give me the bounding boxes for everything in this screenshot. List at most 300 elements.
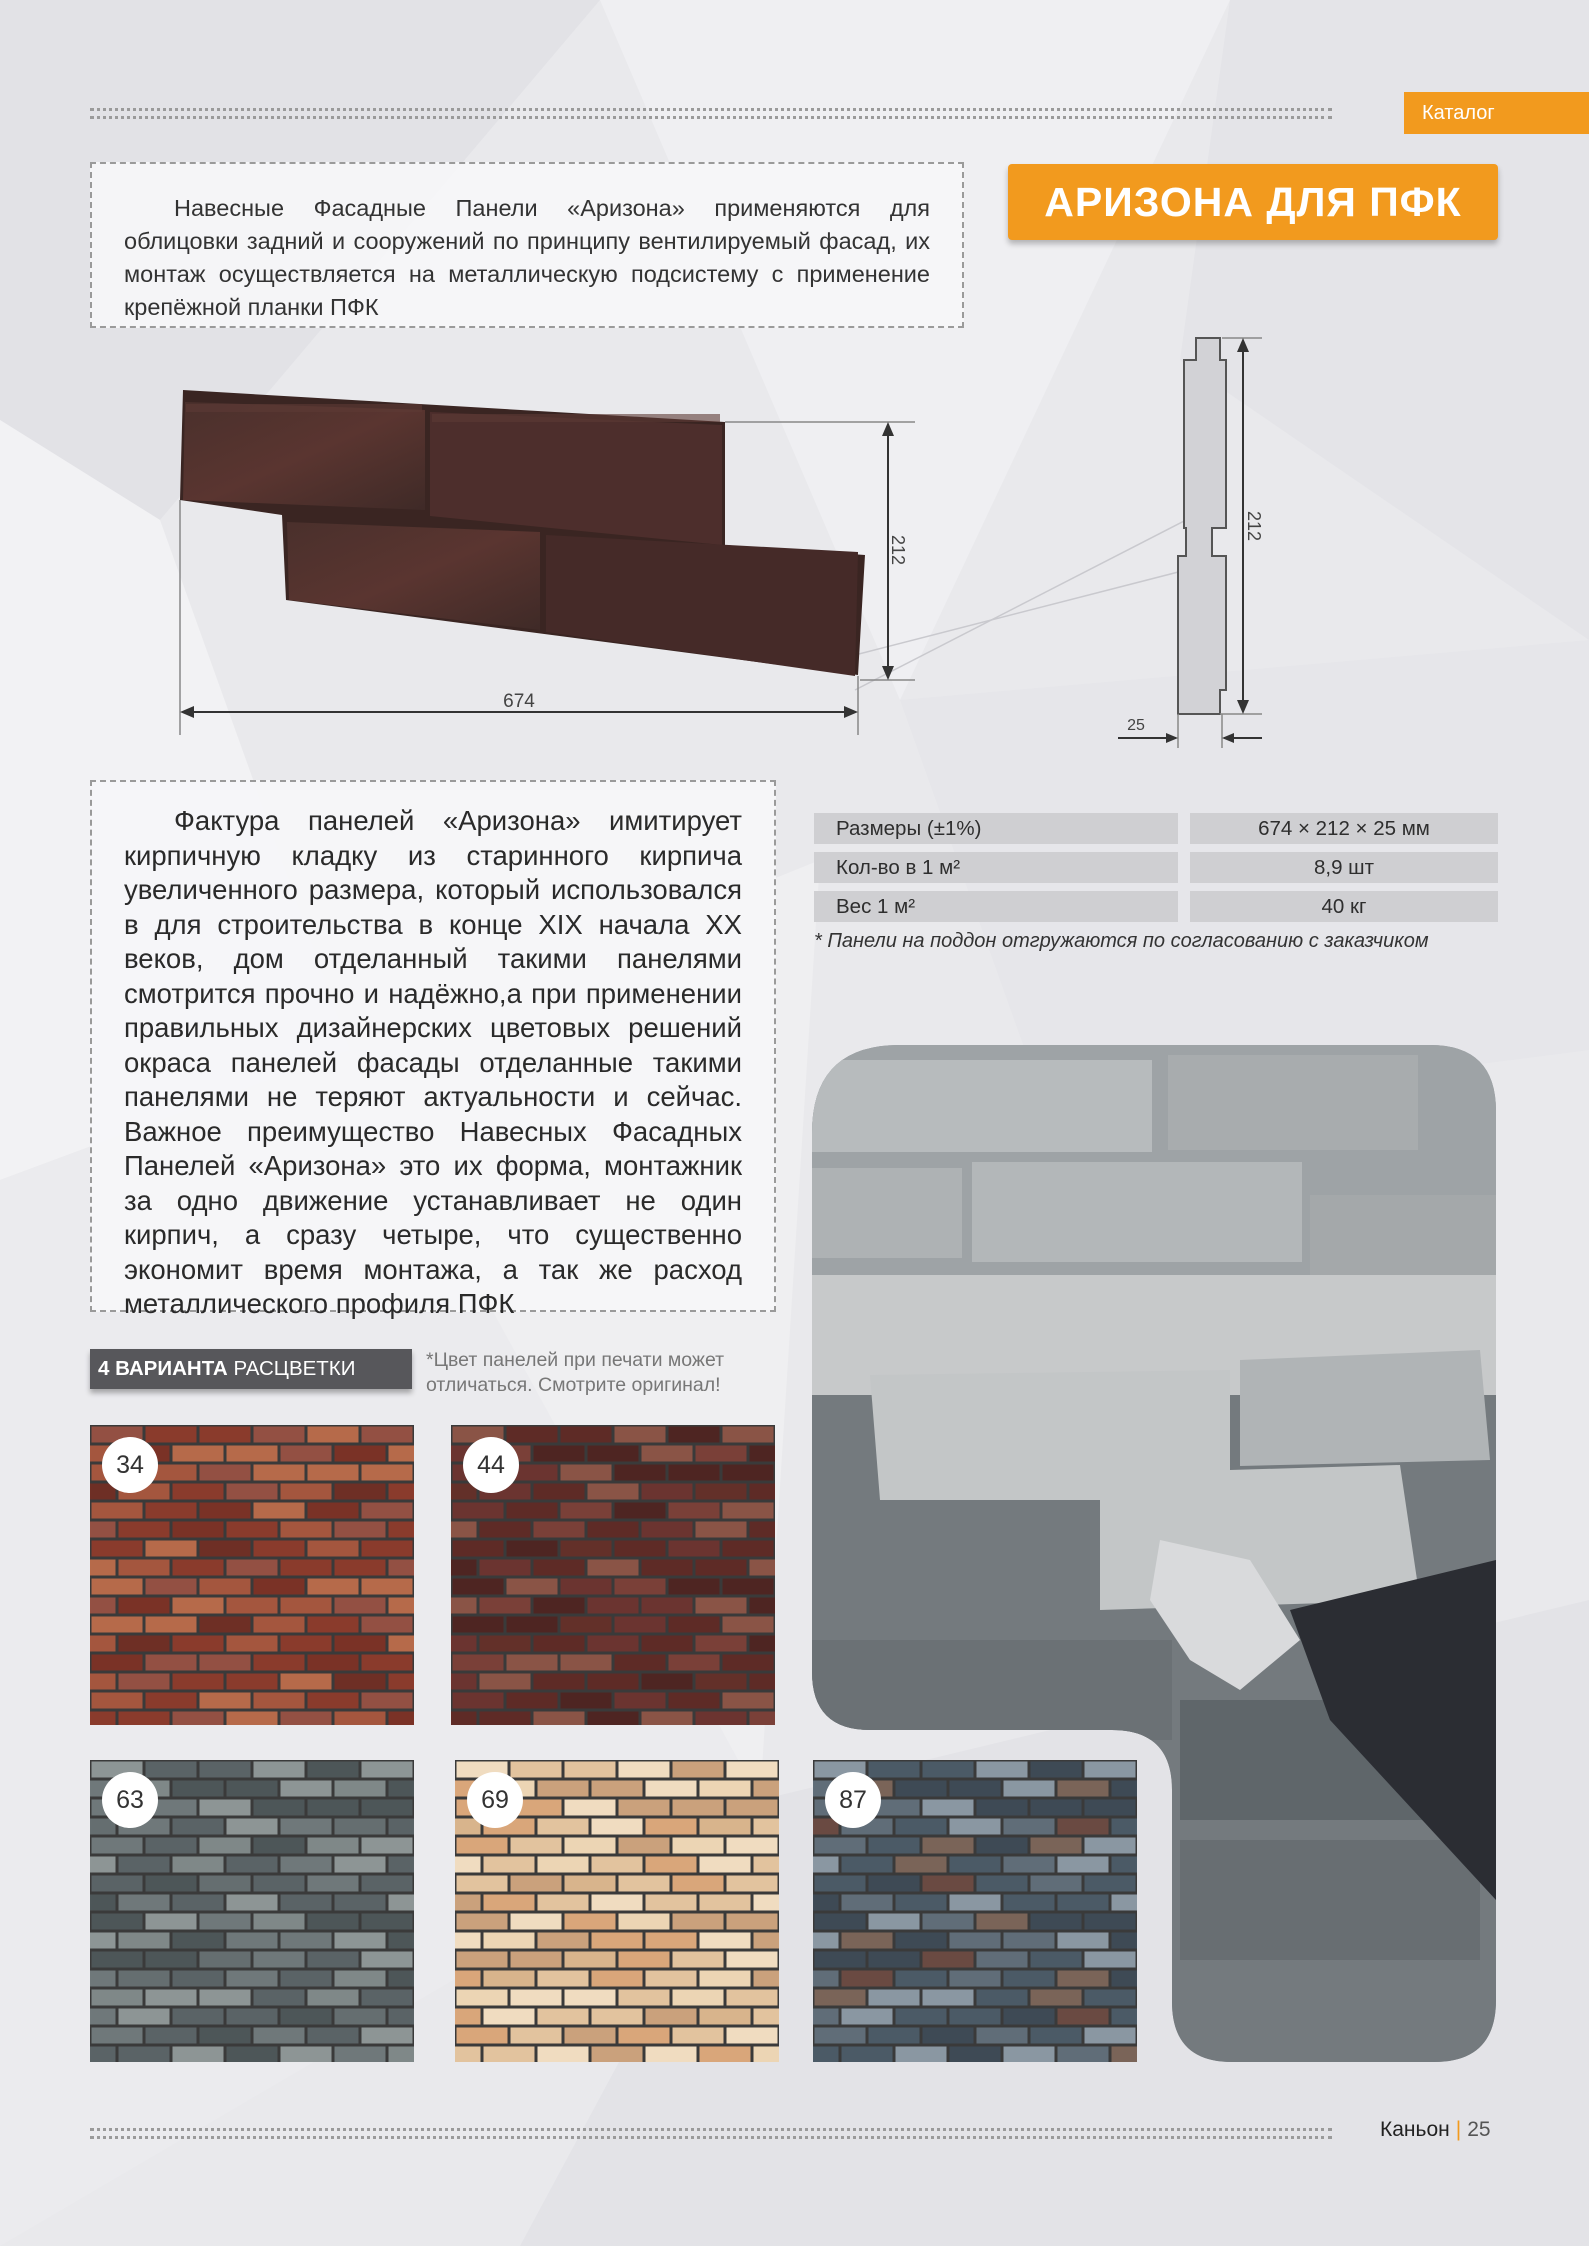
brick bbox=[700, 1857, 751, 1873]
brick bbox=[281, 1598, 332, 1614]
brick bbox=[92, 1914, 143, 1930]
brick bbox=[92, 1579, 143, 1595]
brick bbox=[588, 1598, 639, 1614]
brick bbox=[281, 1522, 332, 1538]
brick bbox=[669, 1617, 720, 1633]
variants-label-bold: 4 ВАРИАНТА bbox=[98, 1357, 228, 1380]
brick bbox=[950, 1895, 1001, 1911]
brick bbox=[362, 1800, 413, 1816]
brick bbox=[534, 1674, 585, 1690]
brick bbox=[200, 1541, 251, 1557]
brick bbox=[1004, 1781, 1055, 1797]
swatch-69 bbox=[455, 1760, 779, 2062]
brick bbox=[119, 1522, 170, 1538]
brick bbox=[950, 1781, 1001, 1797]
brick bbox=[455, 2047, 481, 2063]
brick bbox=[561, 1617, 612, 1633]
brick bbox=[561, 1579, 612, 1595]
brick bbox=[362, 1465, 413, 1481]
brick bbox=[389, 1895, 415, 1911]
brick bbox=[669, 1579, 720, 1595]
brick bbox=[511, 1990, 562, 2006]
brick bbox=[923, 1914, 974, 1930]
brick bbox=[173, 1560, 224, 1576]
brick bbox=[90, 1712, 116, 1726]
brick bbox=[173, 1598, 224, 1614]
brick bbox=[119, 1895, 170, 1911]
brick bbox=[750, 1484, 776, 1500]
brick bbox=[281, 1636, 332, 1652]
brick bbox=[507, 1503, 558, 1519]
brick bbox=[254, 1693, 305, 1709]
brick bbox=[1004, 1933, 1055, 1949]
swatch-34 bbox=[90, 1425, 414, 1725]
brick bbox=[335, 1560, 386, 1576]
brick bbox=[565, 1838, 616, 1854]
brick bbox=[389, 1598, 415, 1614]
spec-note: * Панели на поддон отгружаются по согласованию с заказчиком bbox=[814, 930, 1429, 952]
brick bbox=[977, 1800, 1028, 1816]
brick bbox=[281, 1971, 332, 1987]
brick bbox=[1004, 2047, 1055, 2063]
brick bbox=[335, 1446, 386, 1462]
brick bbox=[673, 1914, 724, 1930]
brick bbox=[538, 2047, 589, 2063]
brick bbox=[455, 2009, 481, 2025]
brick bbox=[308, 1762, 359, 1778]
brick bbox=[90, 1560, 116, 1576]
brick bbox=[335, 1933, 386, 1949]
brick bbox=[1058, 1971, 1109, 1987]
brick bbox=[308, 1617, 359, 1633]
brick bbox=[389, 1674, 415, 1690]
brick bbox=[646, 1933, 697, 1949]
brick bbox=[842, 2047, 893, 2063]
brick bbox=[588, 1446, 639, 1462]
brick bbox=[700, 1781, 751, 1797]
brick bbox=[723, 1693, 774, 1709]
brick bbox=[538, 1971, 589, 1987]
footer-rule bbox=[90, 2128, 1332, 2131]
brick bbox=[723, 1427, 774, 1443]
brick bbox=[815, 1914, 866, 1930]
brick bbox=[227, 1560, 278, 1576]
brick bbox=[200, 1800, 251, 1816]
brick bbox=[896, 2009, 947, 2025]
brick bbox=[119, 1560, 170, 1576]
brick bbox=[227, 1781, 278, 1797]
brick bbox=[592, 1781, 643, 1797]
brick bbox=[1112, 1933, 1138, 1949]
brick bbox=[254, 1617, 305, 1633]
brick bbox=[227, 2047, 278, 2063]
brick bbox=[1058, 1857, 1109, 1873]
brick bbox=[146, 1990, 197, 2006]
brick bbox=[146, 1876, 197, 1892]
brick bbox=[842, 1971, 893, 1987]
brick bbox=[455, 1857, 481, 1873]
brick bbox=[565, 1762, 616, 1778]
brick bbox=[511, 1762, 562, 1778]
brick bbox=[923, 1762, 974, 1778]
brick bbox=[950, 1819, 1001, 1835]
wall-brick bbox=[812, 1060, 1152, 1152]
brick bbox=[1031, 1800, 1082, 1816]
brick bbox=[538, 1781, 589, 1797]
brick bbox=[480, 1598, 531, 1614]
brick bbox=[92, 1541, 143, 1557]
brick bbox=[615, 1655, 666, 1671]
page-number: 25 bbox=[1467, 2118, 1491, 2141]
page-title: АРИЗОНА ДЛЯ ПФК bbox=[1008, 164, 1498, 240]
variants-label-rest: РАСЦВЕТКИ bbox=[227, 1357, 356, 1380]
brick bbox=[673, 1762, 724, 1778]
swatch-44 bbox=[451, 1425, 775, 1725]
brick bbox=[254, 1800, 305, 1816]
brick bbox=[308, 1655, 359, 1671]
brick bbox=[950, 2009, 1001, 2025]
brick bbox=[90, 1933, 116, 1949]
brick bbox=[1112, 2009, 1138, 2025]
brick bbox=[281, 1560, 332, 1576]
brick bbox=[615, 1579, 666, 1595]
brick bbox=[815, 2028, 866, 2044]
brick bbox=[619, 1838, 670, 1854]
brick bbox=[92, 1990, 143, 2006]
brick bbox=[335, 1712, 386, 1726]
brick bbox=[92, 2028, 143, 2044]
brick bbox=[723, 1503, 774, 1519]
brick bbox=[281, 1712, 332, 1726]
brick bbox=[896, 1819, 947, 1835]
brick bbox=[451, 1712, 477, 1726]
brick bbox=[1112, 1781, 1138, 1797]
brick bbox=[869, 1990, 920, 2006]
brick bbox=[90, 1674, 116, 1690]
brick bbox=[90, 1857, 116, 1873]
brick bbox=[281, 2009, 332, 2025]
wall-brick bbox=[1310, 1195, 1496, 1285]
brick bbox=[592, 1971, 643, 1987]
brick bbox=[281, 1819, 332, 1835]
brick bbox=[669, 1465, 720, 1481]
brick bbox=[646, 2009, 697, 2025]
brick bbox=[1031, 1762, 1082, 1778]
brick bbox=[1058, 1895, 1109, 1911]
brick bbox=[480, 1560, 531, 1576]
brick bbox=[362, 1762, 413, 1778]
brick bbox=[335, 1522, 386, 1538]
brick bbox=[896, 1781, 947, 1797]
swatch-63 bbox=[90, 1760, 414, 2062]
brick bbox=[813, 1933, 839, 1949]
brick bbox=[754, 1971, 780, 1987]
brick bbox=[389, 2009, 415, 2025]
brick bbox=[92, 1838, 143, 1854]
brick bbox=[538, 2009, 589, 2025]
brick bbox=[254, 2028, 305, 2044]
brick bbox=[750, 1446, 776, 1462]
brick bbox=[754, 1933, 780, 1949]
brick bbox=[281, 1895, 332, 1911]
brick bbox=[646, 2047, 697, 2063]
brick bbox=[1112, 1895, 1138, 1911]
brick bbox=[1112, 1857, 1138, 1873]
brick bbox=[119, 1933, 170, 1949]
brick bbox=[455, 1933, 481, 1949]
brick bbox=[561, 1427, 612, 1443]
brick bbox=[453, 1503, 504, 1519]
brick bbox=[696, 1712, 747, 1726]
brick bbox=[507, 1655, 558, 1671]
brick bbox=[227, 2009, 278, 2025]
brick bbox=[642, 1636, 693, 1652]
brick bbox=[389, 1560, 415, 1576]
brick bbox=[646, 1895, 697, 1911]
brick bbox=[457, 1838, 508, 1854]
brick bbox=[534, 1560, 585, 1576]
brick bbox=[1085, 1952, 1136, 1968]
brick bbox=[923, 1952, 974, 1968]
brick bbox=[227, 1971, 278, 1987]
brick bbox=[750, 1636, 776, 1652]
brick bbox=[1031, 1838, 1082, 1854]
brick bbox=[588, 1674, 639, 1690]
brick bbox=[119, 1971, 170, 1987]
brick bbox=[389, 1636, 415, 1652]
brick bbox=[815, 1952, 866, 1968]
description-text: Фактура панелей «Аризона» имитирует кирпичную кладку из старинного кирпича увеличенного размера, который использовался в для строительства в конце XIX начала XX веков, дом отделанный такими панелями смотрится прочно и надёжно,а при применении правильных дизайнерских цветовых решений окраса панелей фасады отделанные такими панелями не теряют актуальности и сейчас. Важное преимущество Навесных Фасадных Панелей «Аризона» это их форма, монтажник за одно движение устанавливает не один кирпич, а сразу четыре, что существенно экономит время монтажа, а так же расход металлического профиля ПФК bbox=[124, 805, 742, 1319]
brick bbox=[254, 1952, 305, 1968]
spec-label: Кол-во в 1 м² bbox=[814, 852, 1178, 883]
brick bbox=[561, 1655, 612, 1671]
spec-label: Вес 1 м² bbox=[814, 891, 1178, 922]
brick bbox=[619, 1952, 670, 1968]
brick bbox=[642, 1522, 693, 1538]
brick bbox=[200, 1427, 251, 1443]
brick bbox=[565, 1914, 616, 1930]
brick bbox=[335, 1895, 386, 1911]
brick bbox=[669, 1427, 720, 1443]
brick bbox=[507, 1579, 558, 1595]
brick bbox=[642, 1484, 693, 1500]
brick bbox=[813, 2047, 839, 2063]
brick bbox=[615, 1541, 666, 1557]
brick bbox=[1112, 1971, 1138, 1987]
brick bbox=[673, 1952, 724, 1968]
brick bbox=[561, 1465, 612, 1481]
brick bbox=[700, 1819, 751, 1835]
brick bbox=[254, 1990, 305, 2006]
brick bbox=[227, 1819, 278, 1835]
brick bbox=[869, 1762, 920, 1778]
brick bbox=[669, 1655, 720, 1671]
brick bbox=[896, 2047, 947, 2063]
brick bbox=[362, 2028, 413, 2044]
brick bbox=[842, 1857, 893, 1873]
brick bbox=[335, 1819, 386, 1835]
brick bbox=[254, 1655, 305, 1671]
brick bbox=[727, 1838, 778, 1854]
brick bbox=[173, 1446, 224, 1462]
brick bbox=[146, 1579, 197, 1595]
footer-separator: | bbox=[1455, 2118, 1462, 2141]
brick bbox=[700, 1895, 751, 1911]
brick bbox=[484, 2047, 535, 2063]
brick bbox=[200, 1952, 251, 1968]
brick bbox=[754, 1781, 780, 1797]
brick bbox=[750, 1522, 776, 1538]
brick bbox=[750, 1598, 776, 1614]
brick bbox=[592, 1933, 643, 1949]
brick bbox=[90, 1971, 116, 1987]
brick bbox=[173, 1522, 224, 1538]
brick bbox=[254, 1838, 305, 1854]
brick bbox=[646, 1971, 697, 1987]
brick bbox=[335, 1674, 386, 1690]
brick bbox=[723, 1579, 774, 1595]
brick bbox=[335, 1636, 386, 1652]
brick bbox=[815, 1838, 866, 1854]
brick bbox=[146, 1914, 197, 1930]
brick bbox=[254, 1541, 305, 1557]
brick bbox=[200, 2028, 251, 2044]
dim-profile-height-label: 212 bbox=[1244, 510, 1264, 542]
brick bbox=[565, 1952, 616, 1968]
brick bbox=[669, 1541, 720, 1557]
brick bbox=[92, 1876, 143, 1892]
brick bbox=[896, 1895, 947, 1911]
brick bbox=[700, 1971, 751, 1987]
brick bbox=[507, 1541, 558, 1557]
brick bbox=[619, 1876, 670, 1892]
brick bbox=[923, 1800, 974, 1816]
brick bbox=[642, 1560, 693, 1576]
spec-value: 8,9 шт bbox=[1190, 852, 1498, 883]
brick bbox=[254, 1762, 305, 1778]
brick bbox=[90, 2009, 116, 2025]
brick bbox=[723, 1655, 774, 1671]
brick bbox=[534, 1636, 585, 1652]
brick bbox=[754, 2009, 780, 2025]
brick bbox=[173, 1895, 224, 1911]
brick bbox=[451, 1636, 477, 1652]
brick bbox=[977, 1914, 1028, 1930]
brick bbox=[538, 1895, 589, 1911]
variants-note: *Цвет панелей при печати может отличаться. Смотрите оригинал! bbox=[426, 1349, 725, 1396]
brick bbox=[588, 1484, 639, 1500]
brick bbox=[362, 1838, 413, 1854]
brick bbox=[950, 1933, 1001, 1949]
brick bbox=[389, 1857, 415, 1873]
brick bbox=[308, 1465, 359, 1481]
brick bbox=[727, 2028, 778, 2044]
brick bbox=[457, 1990, 508, 2006]
brick bbox=[90, 1598, 116, 1614]
brick bbox=[977, 2028, 1028, 2044]
brick bbox=[146, 1693, 197, 1709]
brick bbox=[561, 1503, 612, 1519]
brick bbox=[227, 1598, 278, 1614]
brick bbox=[90, 2047, 116, 2063]
brick bbox=[592, 1857, 643, 1873]
brick bbox=[977, 1876, 1028, 1892]
brick bbox=[511, 1914, 562, 1930]
brick bbox=[335, 2047, 386, 2063]
brick bbox=[1004, 1819, 1055, 1835]
brick bbox=[119, 1712, 170, 1726]
brick bbox=[696, 1522, 747, 1538]
brick bbox=[750, 1712, 776, 1726]
brick bbox=[335, 1484, 386, 1500]
brick bbox=[227, 1522, 278, 1538]
brick bbox=[754, 1857, 780, 1873]
brick bbox=[619, 1800, 670, 1816]
brick bbox=[592, 1819, 643, 1835]
brick bbox=[511, 1838, 562, 1854]
brick bbox=[455, 1971, 481, 1987]
brick bbox=[673, 1990, 724, 2006]
brick bbox=[453, 1541, 504, 1557]
brick bbox=[227, 1484, 278, 1500]
brick bbox=[308, 1427, 359, 1443]
brick bbox=[592, 1895, 643, 1911]
wall-brick bbox=[812, 1168, 962, 1258]
brick bbox=[200, 1465, 251, 1481]
wall-brick bbox=[1168, 1055, 1418, 1150]
brick bbox=[727, 1762, 778, 1778]
brick bbox=[227, 1895, 278, 1911]
brick bbox=[507, 1427, 558, 1443]
brick bbox=[335, 1857, 386, 1873]
brick bbox=[534, 1712, 585, 1726]
brick bbox=[389, 1971, 415, 1987]
brick bbox=[308, 1503, 359, 1519]
brick bbox=[1058, 1819, 1109, 1835]
brick bbox=[592, 2009, 643, 2025]
brick bbox=[254, 1427, 305, 1443]
brick bbox=[484, 1895, 535, 1911]
brick bbox=[362, 1952, 413, 1968]
brick bbox=[1004, 1857, 1055, 1873]
brick bbox=[813, 1895, 839, 1911]
brick bbox=[977, 1762, 1028, 1778]
brick bbox=[254, 1503, 305, 1519]
brick bbox=[173, 1674, 224, 1690]
brick bbox=[950, 1857, 1001, 1873]
brick bbox=[453, 1617, 504, 1633]
brick bbox=[451, 1560, 477, 1576]
brick bbox=[281, 1781, 332, 1797]
brick bbox=[119, 1636, 170, 1652]
brick bbox=[146, 1762, 197, 1778]
brick bbox=[696, 1636, 747, 1652]
brick bbox=[281, 1674, 332, 1690]
brick bbox=[173, 2047, 224, 2063]
brick bbox=[1058, 1933, 1109, 1949]
brick bbox=[146, 1503, 197, 1519]
brick bbox=[451, 1674, 477, 1690]
brick bbox=[754, 1895, 780, 1911]
brick bbox=[727, 1952, 778, 1968]
footer bbox=[1380, 2118, 1491, 2142]
brick bbox=[90, 1636, 116, 1652]
brick bbox=[1085, 1762, 1136, 1778]
brick bbox=[457, 1914, 508, 1930]
brick bbox=[281, 2047, 332, 2063]
brick bbox=[389, 1933, 415, 1949]
brick bbox=[750, 1674, 776, 1690]
